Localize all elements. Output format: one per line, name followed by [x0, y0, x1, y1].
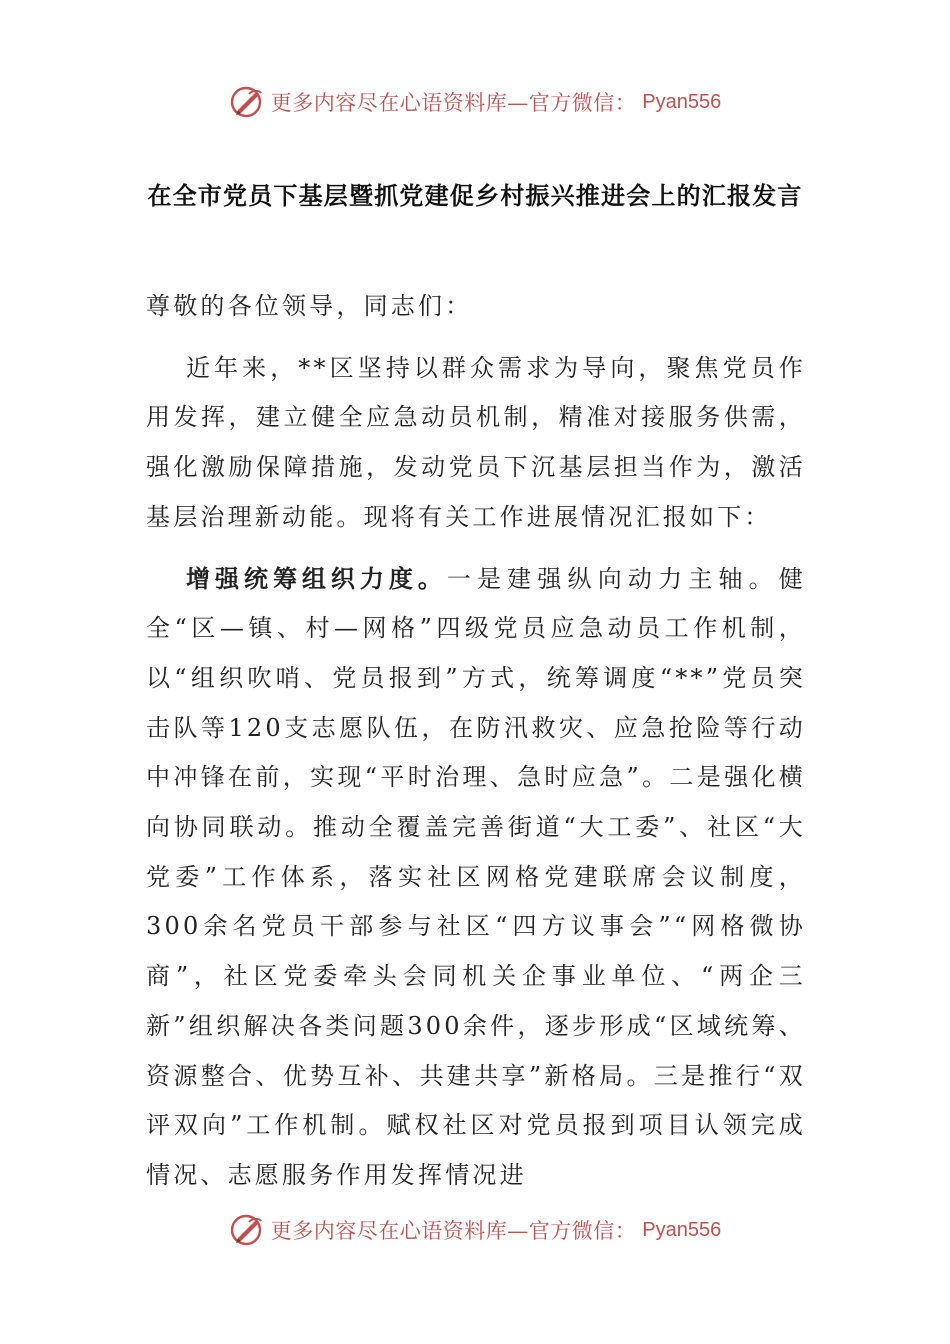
document-title: 在全市党员下基层暨抓党建促乡村振兴推进会上的汇报发言 [147, 182, 803, 210]
section-1-heading: 增强统筹组织力度。 [186, 564, 447, 593]
watermark-banner-top [0, 82, 950, 122]
section-1-body: 一是建强纵向动力主轴。健全“区—镇、村—网格”四级党员应急动员工作机制，以“组织吹哨、党员报到”方式，统筹调度“**”党员突击队等120支志愿队伍，在防汛救灾、应急抢险等行动中冲锋在前，实现“平时治理、急时应急”。二是强化横向协同联动。推动全覆盖完善街道“大工委”、社区“大党委”工作体系，落实社区网格党建联席会议制度，300余名党员干部参与社区“四方议事会”“网格微协商”，社区党委牵头会同机关企事业单位、“两企三新”组织解决各类问题300余件，逐步形成“区域统筹、资源整合、优势互补、共建共享”新格局。三是推行“双评双向”工作机制。赋权社区对党员报到项目认领完成情况、志愿服务作用发挥情况进 [146, 564, 807, 1189]
watermark-text: 更多内容尽在心语资料库—官方微信： [270, 1219, 637, 1243]
pen-seal-logo-icon [229, 1212, 265, 1248]
salutation: 尊敬的各位领导，同志们： [146, 292, 473, 320]
pen-seal-logo-icon [229, 84, 265, 120]
watermark-banner-bottom [0, 1210, 950, 1250]
document-body [146, 282, 806, 1201]
watermark-wechat-id: Pyan556 [642, 90, 722, 113]
watermark-wechat-id: Pyan556 [642, 1218, 722, 1241]
section-1-paragraph [146, 555, 806, 1201]
intro-paragraph: 近年来，**区坚持以群众需求为导向，聚焦党员作用发挥，建立健全应急动员机制，精准对接服务供需，强化激励保障措施，发动党员下沉基层担当作为，激活基层治理新动能。现将有关工作进展情况汇报如下： [146, 353, 806, 531]
watermark-text: 更多内容尽在心语资料库—官方微信： [270, 91, 637, 115]
